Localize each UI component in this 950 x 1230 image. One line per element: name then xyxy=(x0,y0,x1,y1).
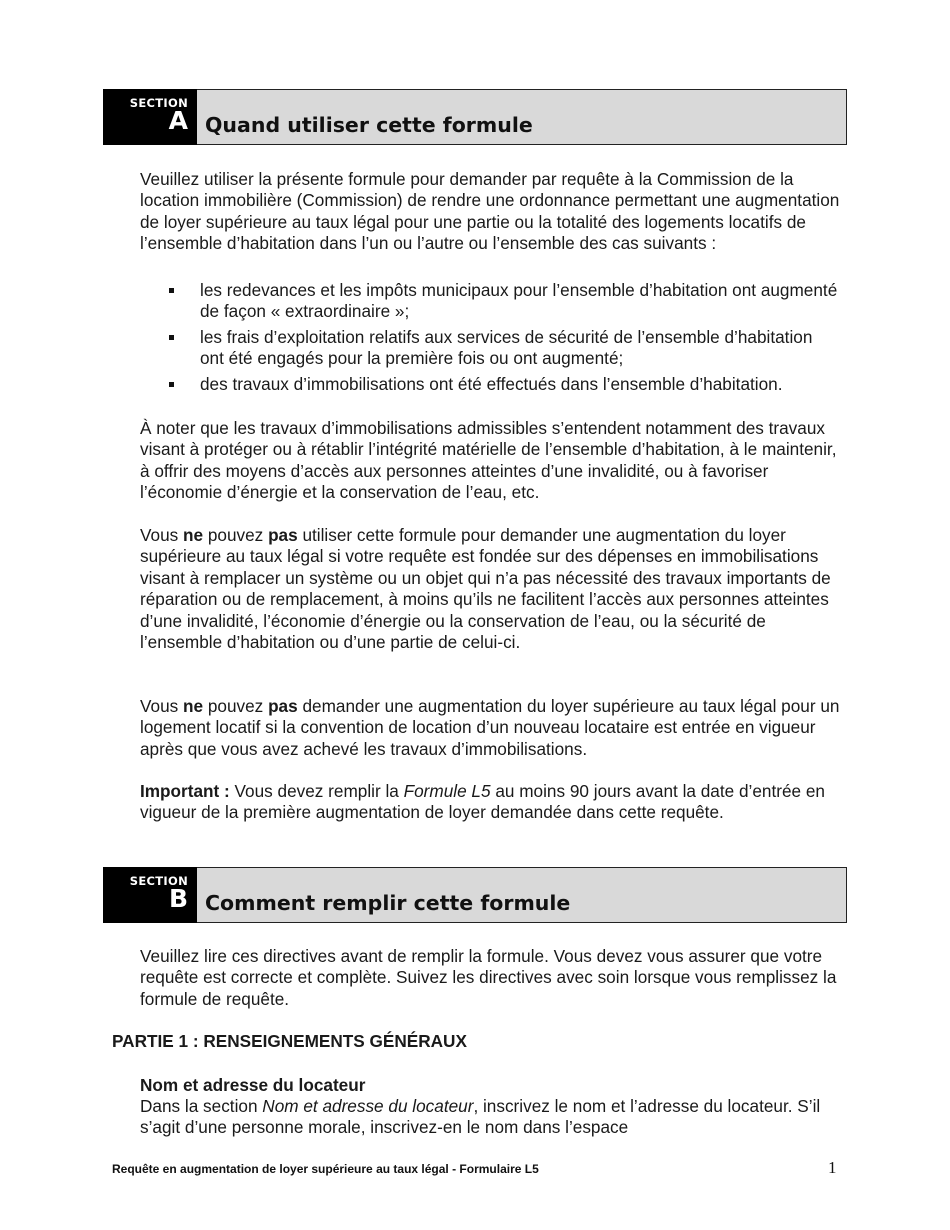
section-a-bullet-list xyxy=(140,280,840,399)
section-a-header xyxy=(103,89,847,145)
landlord-name-address-text: Dans la section Nom et adresse du locateur, inscrivez le nom et l’adresse du locateur. S’il s’agit d’une personne morale, inscrivez-en le nom dans l’espace xyxy=(140,1096,821,1138)
section-a-important-note: Important : Vous devez remplir la Formule L5 au moins 90 jours avant la date d’entrée en vigueur de la première augmentation de loyer demandée dans cette requête. xyxy=(140,781,825,823)
section-a-restriction-paragraph-1: Vous ne pouvez pas utiliser cette formule pour demander une augmentation du loyer supérieure au taux légal si votre requête est fondée sur des dépenses en immobilisations visant à remplacer un système ou un objet qui n’a pas nécessité des travaux importants de réparation ou de remplacement, à moins qu’ils ne facilitent l’accès aux personnes atteintes d’une invalidité, l’économie d’énergie ou la conservation de l’eau, ou la sécurité de l’ensemble d’habitation ou d’une partie de celui-ci. xyxy=(140,525,831,653)
section-b-label-box xyxy=(103,867,197,923)
section-a-restriction-paragraph-2: Vous ne pouvez pas demander une augmentation du loyer supérieure au taux légal pour un logement locatif si la convention de location d’un nouveau locataire est entrée en vigueur après que vous avez achevé les travaux d’immobilisations. xyxy=(140,696,840,759)
section-b-header xyxy=(103,867,847,923)
section-a-title: Quand utiliser cette formule xyxy=(205,113,533,137)
section-a-label-box xyxy=(103,89,197,145)
list-item: des travaux d’immobilisations ont été effectués dans l’ensemble d’habitation. xyxy=(140,374,840,395)
important-label: Important : xyxy=(140,781,230,801)
section-b-word: SECTION xyxy=(129,874,188,888)
section-b-letter: B xyxy=(168,884,188,913)
section-a-intro: Veuillez utiliser la présente formule pour demander par requête à la Commission de la location immobilière (Commission) de rendre une ordonnance permettant une augmentation de loyer supérieure au taux légal pour une partie ou la totalité des logements locatifs de l’ensemble d’habitation dans l’un ou l’autre ou l’ensemble des cas suivants : xyxy=(140,169,840,254)
section-a-note: À noter que les travaux d’immobilisations admissibles s’entendent notamment des travaux visant à protéger ou à rétablir l’intégrité matérielle de l’ensemble d’habitation, à le maintenir, à offrir des moyens d’accès aux personnes atteintes d’une invalidité, ou à favoriser l’économie d’énergie et la conservation de l’eau, etc. xyxy=(140,418,837,503)
landlord-name-address-heading: Nom et adresse du locateur xyxy=(140,1075,366,1095)
footer-document-title: Requête en augmentation de loyer supérieure au taux légal - Formulaire L5 xyxy=(112,1162,539,1176)
section-b-intro: Veuillez lire ces directives avant de remplir la formule. Vous devez vous assurer que votre requête est correcte et complète. Suivez les directives avec soin lorsque vous remplissez la formule de requête. xyxy=(140,946,837,1009)
form-name: Formule L5 xyxy=(403,781,491,801)
section-a-word: SECTION xyxy=(129,96,188,110)
list-item: les redevances et les impôts municipaux pour l’ensemble d’habitation ont augmenté de façon « extraordinaire »; xyxy=(140,280,840,323)
section-b-title: Comment remplir cette formule xyxy=(205,891,571,915)
section-a-letter: A xyxy=(168,106,188,135)
part-1-heading: PARTIE 1 : RENSEIGNEMENTS GÉNÉRAUX xyxy=(112,1031,467,1051)
page-number: 1 xyxy=(828,1158,837,1177)
list-item: les frais d’exploitation relatifs aux services de sécurité de l’ensemble d’habitation ont été engagés pour la première fois ou ont augmenté; xyxy=(140,327,840,370)
